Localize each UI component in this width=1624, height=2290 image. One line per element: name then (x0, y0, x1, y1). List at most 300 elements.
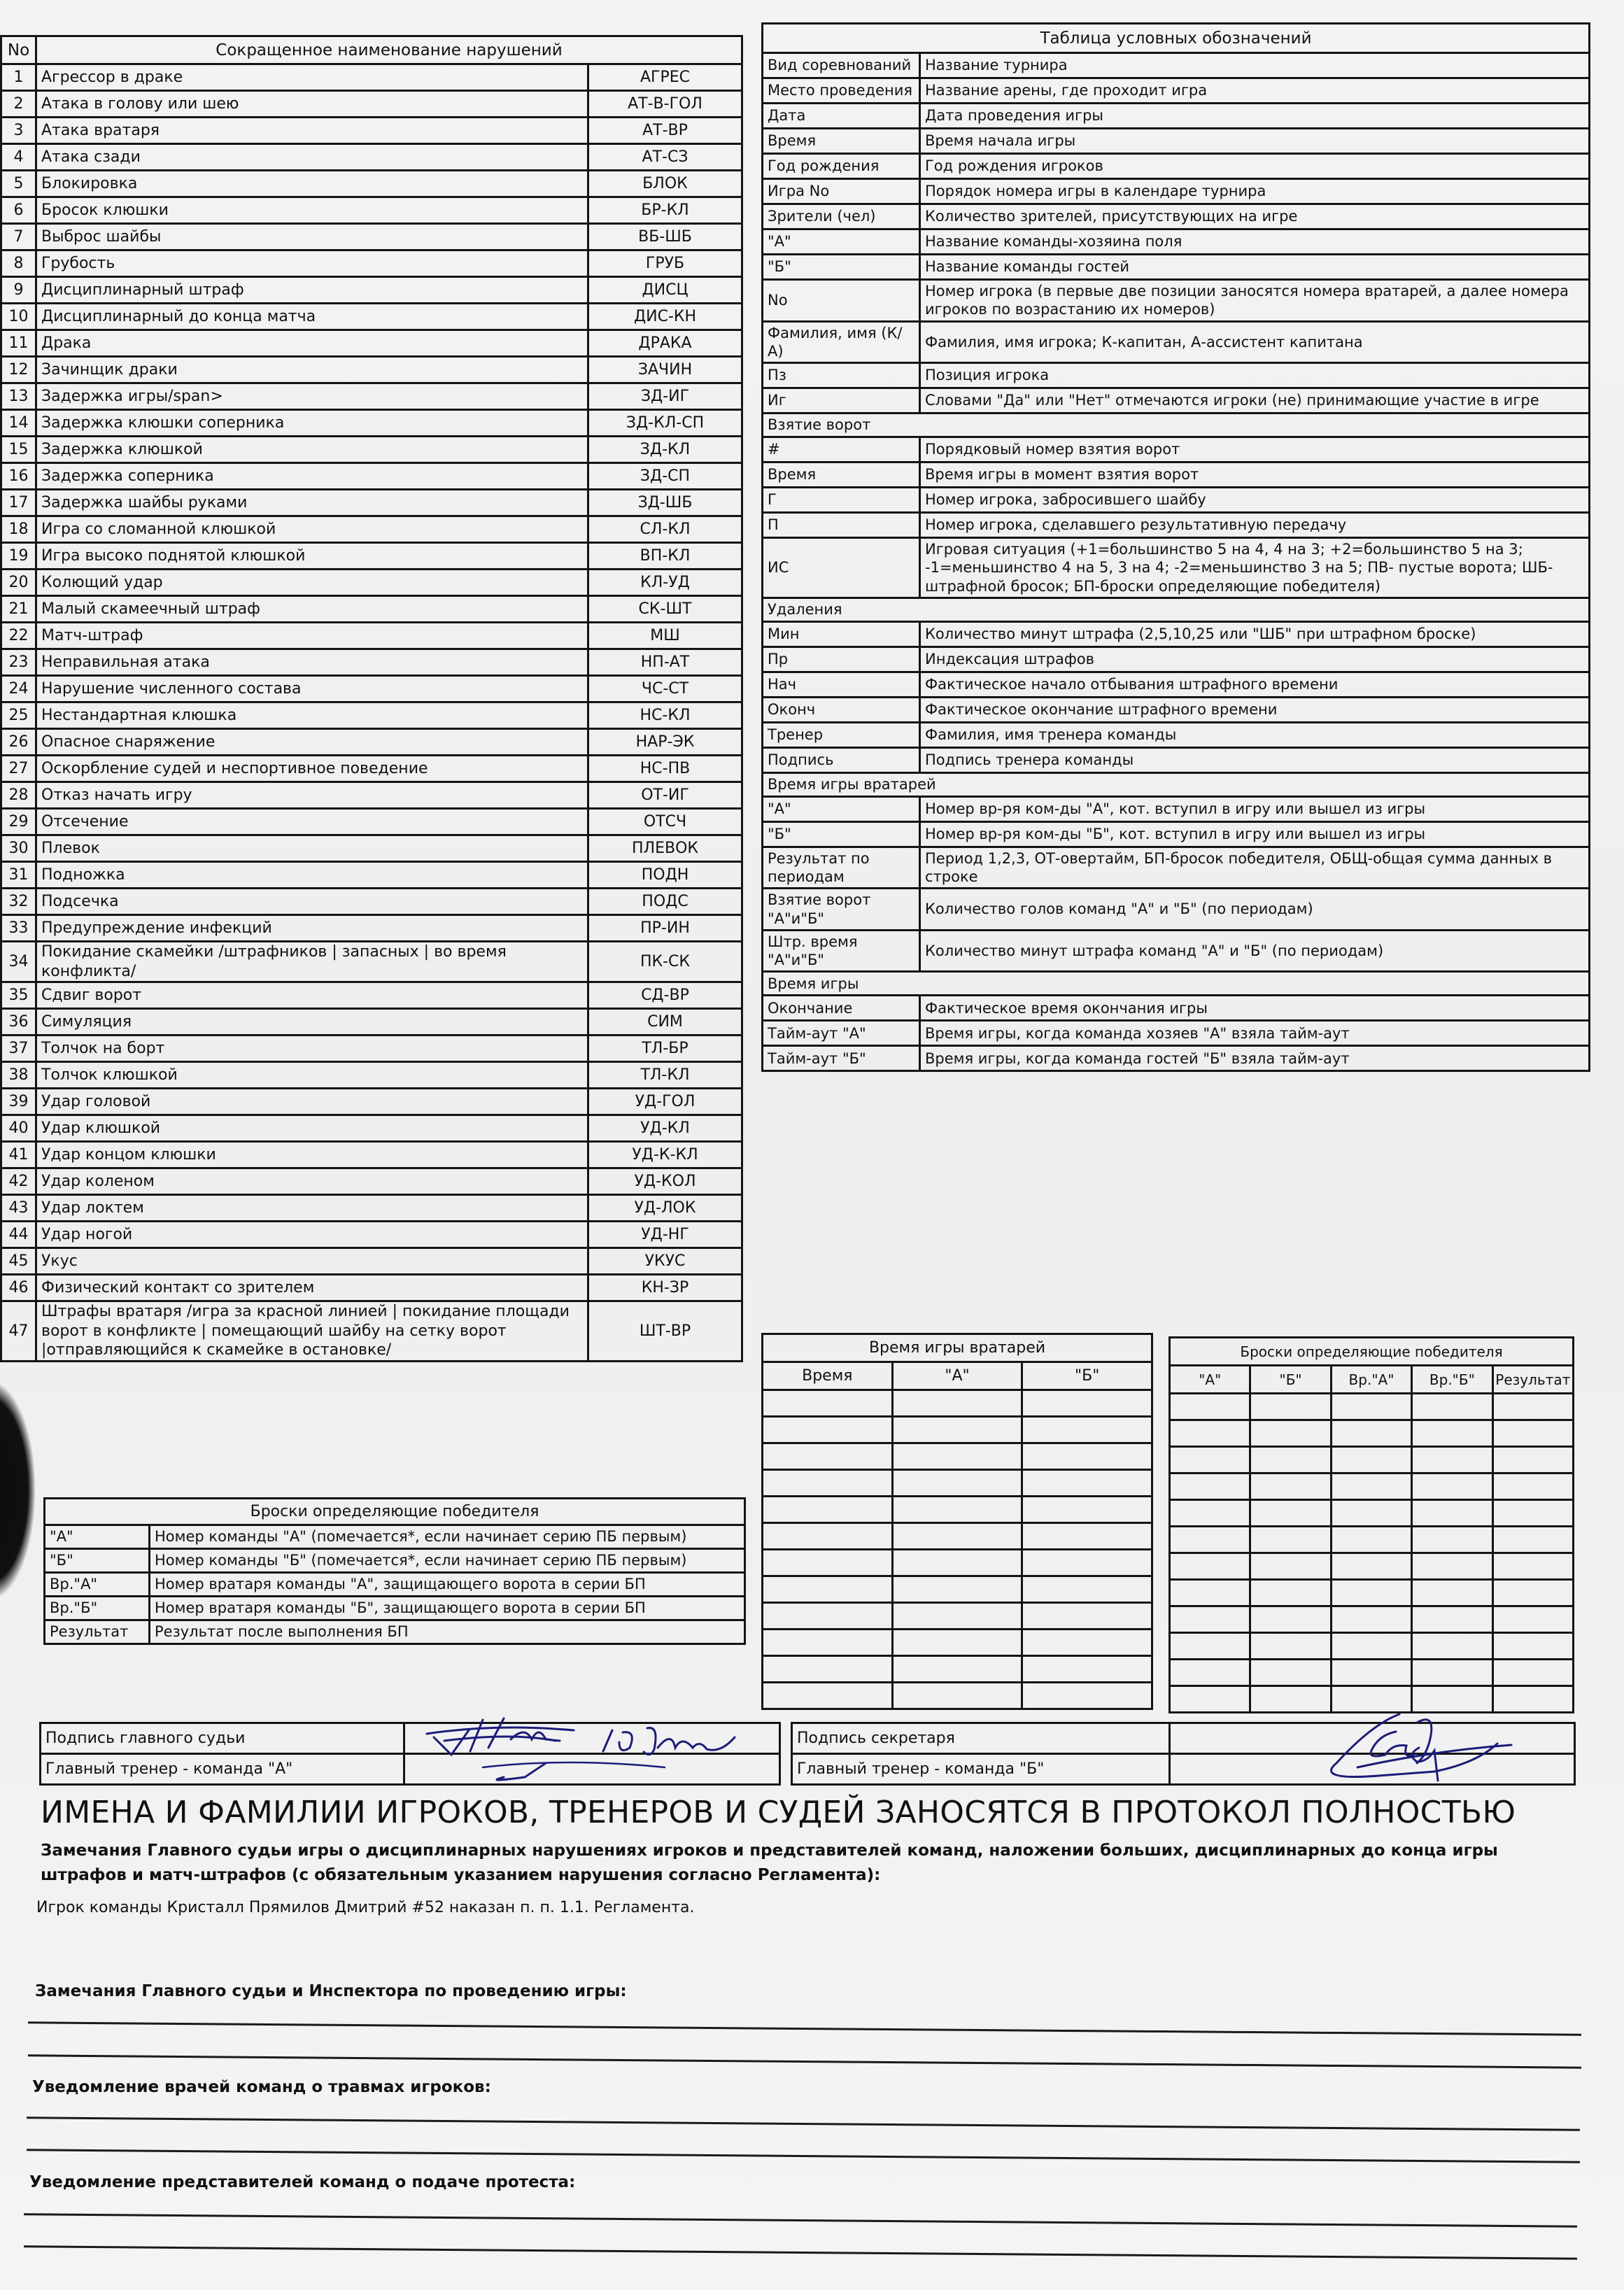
violation-abbr: СК-ШТ (588, 596, 742, 623)
violation-number: 37 (1, 1036, 36, 1062)
legend-key: Результат по периодам (763, 847, 920, 889)
violation-number: 8 (1, 250, 36, 277)
violation-number: 1 (1, 64, 36, 91)
legend-row (763, 437, 1590, 462)
legend-key: "А" (763, 796, 920, 821)
goalie-time-cell[interactable] (892, 1443, 1022, 1470)
shootout-column-header: Вр."Б" (1412, 1366, 1492, 1394)
legend-row (763, 747, 1590, 772)
legend-key: Зрители (чел) (763, 204, 920, 229)
shootout-cell[interactable] (1170, 1473, 1250, 1500)
legend-section-row (763, 772, 1590, 796)
legend-key: Тренер (763, 722, 920, 747)
shootout-legend-key: "А" (45, 1525, 150, 1549)
shootout-cell[interactable] (1331, 1580, 1411, 1606)
violation-number: 27 (1, 756, 36, 782)
shootout-cell[interactable] (1492, 1447, 1573, 1473)
goalie-time-cell[interactable] (1022, 1470, 1152, 1497)
legend-value: Позиция игрока (920, 363, 1590, 388)
shootout-cell[interactable] (1250, 1394, 1331, 1420)
violation-row (1, 649, 742, 676)
legend-title: Таблица условных обозначений (763, 24, 1590, 53)
legend-section-row (763, 972, 1590, 996)
goalie-time-cell[interactable] (1022, 1497, 1152, 1523)
goalie-time-cell[interactable] (763, 1576, 893, 1603)
violation-row (1, 809, 742, 835)
goalie-time-cell[interactable] (892, 1497, 1022, 1523)
shootout-cell[interactable] (1250, 1580, 1331, 1606)
shootout-cell[interactable] (1331, 1553, 1411, 1580)
shootout-cell[interactable] (1331, 1686, 1411, 1713)
shootout-cell[interactable] (1412, 1606, 1492, 1633)
shootout-cell[interactable] (1170, 1660, 1250, 1686)
violation-name: Атака в голову или шею (36, 91, 588, 118)
goalie-time-row (763, 1390, 1152, 1417)
shootout-cell[interactable] (1170, 1447, 1250, 1473)
legend-body (763, 53, 1590, 1071)
goalie-time-cell[interactable] (763, 1443, 893, 1470)
inspector-remarks-line-2[interactable] (28, 2054, 1581, 2068)
violation-name: Удар клюшкой (36, 1115, 588, 1142)
violation-row (1, 1275, 742, 1301)
violation-row (1, 1195, 742, 1222)
shootout-title: Броски определяющие победителя (1170, 1338, 1574, 1366)
goalie-time-cell[interactable] (1022, 1683, 1152, 1709)
legend-value: Время игры в момент взятия ворот (920, 462, 1590, 488)
goalie-time-row (763, 1523, 1152, 1550)
injuries-line-1[interactable] (27, 2116, 1580, 2130)
goalie-time-cell[interactable] (1022, 1603, 1152, 1630)
violation-row (1, 1115, 742, 1142)
shootout-row (1170, 1633, 1574, 1660)
violation-row (1, 490, 742, 516)
shootout-legend-value: Номер вратаря команды "А", защищающего ворота в серии БП (150, 1573, 745, 1597)
legend-key: Вид соревнований (763, 53, 920, 78)
shootout-cell[interactable] (1170, 1633, 1250, 1660)
violation-number: 38 (1, 1062, 36, 1089)
shootout-cell[interactable] (1250, 1447, 1331, 1473)
violation-number: 34 (1, 942, 36, 982)
goalie-time-cell[interactable] (763, 1390, 893, 1417)
legend-key: Иг (763, 388, 920, 414)
legend-key: Оконч (763, 697, 920, 722)
shootout-cell[interactable] (1250, 1660, 1331, 1686)
violation-abbr: ЗД-КЛ-СП (588, 410, 742, 437)
violation-abbr: ВБ-ШБ (588, 224, 742, 250)
shootout-cell[interactable] (1412, 1580, 1492, 1606)
shootout-cell[interactable] (1331, 1447, 1411, 1473)
violation-row (1, 118, 742, 144)
violation-abbr: ПЛЕВОК (588, 835, 742, 862)
violation-abbr: ДИСЦ (588, 277, 742, 304)
legend-row (763, 488, 1590, 513)
shootout-cell[interactable] (1492, 1553, 1573, 1580)
inspector-remarks-line-1[interactable] (28, 2021, 1581, 2035)
violation-name: Удар коленом (36, 1168, 588, 1195)
violation-row (1, 463, 742, 490)
shootout-cell[interactable] (1331, 1527, 1411, 1553)
goalie-time-table (761, 1333, 1153, 1710)
legend-row (763, 280, 1590, 322)
legend-key: Дата (763, 104, 920, 129)
violation-name: Удар концом клюшки (36, 1142, 588, 1168)
shootout-cell[interactable] (1492, 1633, 1573, 1660)
shootout-column-header: "А" (1170, 1366, 1250, 1394)
violation-row (1, 676, 742, 702)
legend-key: Год рождения (763, 154, 920, 179)
violation-name: Симуляция (36, 1009, 588, 1036)
violation-abbr: СЛ-КЛ (588, 516, 742, 543)
legend-value: Количество голов команд "А" и "Б" (по периодам) (920, 889, 1590, 931)
goalie-time-cell[interactable] (1022, 1630, 1152, 1656)
goalie-time-cell[interactable] (763, 1417, 893, 1443)
shootout-cell[interactable] (1250, 1553, 1331, 1580)
legend-row (763, 538, 1590, 598)
violation-number: 32 (1, 889, 36, 915)
shootout-cell[interactable] (1331, 1633, 1411, 1660)
legend-key: "А" (763, 229, 920, 255)
violation-abbr: НП-АТ (588, 649, 742, 676)
legend-row (763, 129, 1590, 154)
violation-number: 19 (1, 543, 36, 570)
violation-name: Задержка клюшки соперника (36, 410, 588, 437)
violation-abbr: ДРАКА (588, 330, 742, 357)
violation-abbr: ПОДН (588, 862, 742, 889)
shootout-cell[interactable] (1492, 1394, 1573, 1420)
legend-key: Игра No (763, 179, 920, 204)
head-referee-signature-field[interactable] (404, 1723, 780, 1754)
shootout-cell[interactable] (1492, 1606, 1573, 1633)
shootout-cell[interactable] (1412, 1527, 1492, 1553)
disciplinary-remarks-text[interactable]: Игрок команды Кристалл Прямилов Дмитрий #52 наказан п. п. 1.1. Регламента. (36, 1899, 695, 1916)
protest-heading: Уведомление представителей команд о подаче протеста: (29, 2173, 576, 2191)
violation-name: Удар локтем (36, 1195, 588, 1222)
legend-key: Подпись (763, 747, 920, 772)
violation-number: 24 (1, 676, 36, 702)
violation-abbr: ЗД-ИГ (588, 383, 742, 410)
shootout-row (1170, 1660, 1574, 1686)
goalie-time-cell[interactable] (763, 1523, 893, 1550)
shootout-cell[interactable] (1331, 1420, 1411, 1447)
shootout-row (1170, 1473, 1574, 1500)
injuries-line-2[interactable] (27, 2149, 1580, 2163)
violation-number: 10 (1, 304, 36, 330)
legend-section-title: Удаления (763, 598, 1590, 621)
shootout-cell[interactable] (1250, 1686, 1331, 1713)
protest-line-2[interactable] (24, 2245, 1577, 2259)
violation-number: 31 (1, 862, 36, 889)
secretary-signature-field[interactable] (1170, 1723, 1575, 1754)
shootout-cell[interactable] (1492, 1500, 1573, 1527)
goalie-time-row (763, 1443, 1152, 1470)
violation-number: 25 (1, 702, 36, 729)
shootout-cell[interactable] (1492, 1473, 1573, 1500)
legend-value: Дата проведения игры (920, 104, 1590, 129)
goalie-time-cell[interactable] (763, 1550, 893, 1576)
violation-row (1, 1036, 742, 1062)
goalie-time-cell[interactable] (763, 1497, 893, 1523)
shootout-legend-key: Вр."Б" (45, 1597, 150, 1620)
shootout-cell[interactable] (1412, 1553, 1492, 1580)
violation-row (1, 224, 742, 250)
violation-number: 45 (1, 1248, 36, 1275)
violations-header-title: Сокращенное наименование нарушений (36, 36, 742, 64)
violation-abbr: ШТ-ВР (588, 1301, 742, 1362)
legend-key: No (763, 280, 920, 322)
violation-number: 14 (1, 410, 36, 437)
legend-row (763, 78, 1590, 104)
goalie-time-row (763, 1656, 1152, 1683)
shootout-cell[interactable] (1250, 1527, 1331, 1553)
violation-number: 23 (1, 649, 36, 676)
goalie-time-cell[interactable] (763, 1656, 893, 1683)
goalie-time-cell[interactable] (1022, 1443, 1152, 1470)
shootout-legend-row (45, 1525, 745, 1549)
goalie-time-cell[interactable] (892, 1390, 1022, 1417)
shootout-table (1168, 1336, 1574, 1713)
violation-abbr: ОТСЧ (588, 809, 742, 835)
violation-abbr: БР-КЛ (588, 197, 742, 224)
violation-number: 15 (1, 437, 36, 463)
goalie-time-cell[interactable] (892, 1417, 1022, 1443)
shootout-cell[interactable] (1250, 1633, 1331, 1660)
violation-name: Укус (36, 1248, 588, 1275)
shootout-row (1170, 1447, 1574, 1473)
goalie-time-cell[interactable] (763, 1470, 893, 1497)
shootout-cell[interactable] (1492, 1527, 1573, 1553)
violation-row (1, 144, 742, 171)
violation-number: 17 (1, 490, 36, 516)
violation-number: 33 (1, 915, 36, 942)
violation-name: Грубость (36, 250, 588, 277)
violation-name: Предупреждение инфекций (36, 915, 588, 942)
shootout-cell[interactable] (1331, 1500, 1411, 1527)
legend-row (763, 621, 1590, 646)
violation-name: Удар ногой (36, 1222, 588, 1248)
violation-name: Физический контакт со зрителем (36, 1275, 588, 1301)
shootout-cell[interactable] (1412, 1420, 1492, 1447)
goalie-time-cell[interactable] (1022, 1523, 1152, 1550)
violation-abbr: КЛ-УД (588, 570, 742, 596)
violation-row (1, 410, 742, 437)
violation-abbr: УД-ЛОК (588, 1195, 742, 1222)
goalie-time-cell[interactable] (892, 1550, 1022, 1576)
legend-row (763, 821, 1590, 847)
shootout-row (1170, 1527, 1574, 1553)
goalie-time-cell[interactable] (892, 1470, 1022, 1497)
violation-abbr: АТ-В-ГОЛ (588, 91, 742, 118)
goalie-time-cell[interactable] (1022, 1576, 1152, 1603)
shootout-legend-row (45, 1573, 745, 1597)
goalie-time-cell[interactable] (892, 1603, 1022, 1630)
legend-row (763, 388, 1590, 414)
shootout-cell[interactable] (1412, 1500, 1492, 1527)
coach-b-signature-field[interactable] (1170, 1754, 1575, 1785)
goalie-time-cell[interactable] (892, 1630, 1022, 1656)
violation-number: 35 (1, 982, 36, 1009)
violation-abbr: НАР-ЭК (588, 729, 742, 756)
violation-abbr: ГРУБ (588, 250, 742, 277)
shootout-cell[interactable] (1170, 1500, 1250, 1527)
legend-key: Время (763, 129, 920, 154)
goalie-time-row (763, 1630, 1152, 1656)
legend-value: Фактическое окончание штрафного времени (920, 697, 1590, 722)
shootout-cell[interactable] (1412, 1473, 1492, 1500)
violation-number: 13 (1, 383, 36, 410)
violation-number: 20 (1, 570, 36, 596)
legend-row (763, 154, 1590, 179)
violation-number: 41 (1, 1142, 36, 1168)
violation-abbr: КН-ЗР (588, 1275, 742, 1301)
shootout-cell[interactable] (1492, 1580, 1573, 1606)
legend-row (763, 255, 1590, 280)
violation-row (1, 623, 742, 649)
names-banner: ИМЕНА И ФАМИЛИИ ИГРОКОВ, ТРЕНЕРОВ И СУДЕЙ ЗАНОСЯТСЯ В ПРОТОКОЛ ПОЛНОСТЬЮ (41, 1795, 1516, 1830)
legend-value: Количество зрителей, присутствующих на игре (920, 204, 1590, 229)
goalie-time-cell[interactable] (1022, 1550, 1152, 1576)
goalie-time-title: Время игры вратарей (763, 1334, 1152, 1362)
shootout-legend-key: Вр."А" (45, 1573, 150, 1597)
shootout-cell[interactable] (1170, 1606, 1250, 1633)
shootout-cell[interactable] (1331, 1394, 1411, 1420)
shootout-cell[interactable] (1170, 1420, 1250, 1447)
violation-row (1, 915, 742, 942)
violation-abbr: НС-КЛ (588, 702, 742, 729)
legend-value: Номер игрока, забросившего шайбу (920, 488, 1590, 513)
goalie-time-row (763, 1603, 1152, 1630)
goalie-time-cell[interactable] (763, 1683, 893, 1709)
violation-name: Игра высоко поднятой клюшкой (36, 543, 588, 570)
violation-abbr: ПОДС (588, 889, 742, 915)
shootout-cell[interactable] (1412, 1447, 1492, 1473)
goalie-time-row (763, 1497, 1152, 1523)
legend-row (763, 722, 1590, 747)
violation-abbr: АТ-ВР (588, 118, 742, 144)
legend-row (763, 996, 1590, 1021)
violation-abbr: ВП-КЛ (588, 543, 742, 570)
goalie-time-cell[interactable] (892, 1523, 1022, 1550)
violation-name: Матч-штраф (36, 623, 588, 649)
legend-key: Место проведения (763, 78, 920, 104)
goalie-time-cell[interactable] (892, 1683, 1022, 1709)
legend-value: Словами "Да" или "Нет" отмечаются игроки (не) принимающие участие в игре (920, 388, 1590, 414)
shootout-cell[interactable] (1170, 1686, 1250, 1713)
violation-name: Малый скамеечный штраф (36, 596, 588, 623)
violation-row (1, 543, 742, 570)
protest-line-1[interactable] (24, 2213, 1577, 2227)
shootout-cell[interactable] (1250, 1606, 1331, 1633)
shootout-cell[interactable] (1412, 1660, 1492, 1686)
violation-row (1, 942, 742, 982)
shootout-cell[interactable] (1250, 1420, 1331, 1447)
legend-value: Номер вр-ря ком-ды "А", кот. вступил в игру или вышел из игры (920, 796, 1590, 821)
legend-value: Фамилия, имя тренера команды (920, 722, 1590, 747)
violation-row (1, 1222, 742, 1248)
shootout-cell[interactable] (1492, 1660, 1573, 1686)
shootout-cell[interactable] (1170, 1394, 1250, 1420)
violation-abbr: СИМ (588, 1009, 742, 1036)
shootout-cell[interactable] (1412, 1686, 1492, 1713)
legend-row (763, 462, 1590, 488)
legend-value: Время начала игры (920, 129, 1590, 154)
violation-number: 39 (1, 1089, 36, 1115)
goalie-time-cell[interactable] (892, 1576, 1022, 1603)
shootout-cell[interactable] (1170, 1527, 1250, 1553)
legend-section-title: Взятие ворот (763, 414, 1590, 437)
violation-number: 5 (1, 171, 36, 197)
shootout-cell[interactable] (1331, 1660, 1411, 1686)
violation-name: Нестандартная клюшка (36, 702, 588, 729)
goalie-time-column-header: Время (763, 1362, 893, 1390)
violation-name: Толчок клюшкой (36, 1062, 588, 1089)
violation-row (1, 304, 742, 330)
shootout-cell[interactable] (1492, 1686, 1573, 1713)
legend-key: # (763, 437, 920, 462)
legend-value: Название арены, где проходит игра (920, 78, 1590, 104)
violation-number: 2 (1, 91, 36, 118)
shootout-cell[interactable] (1331, 1606, 1411, 1633)
violation-row (1, 702, 742, 729)
shootout-cell[interactable] (1250, 1500, 1331, 1527)
shootout-cell[interactable] (1412, 1394, 1492, 1420)
violation-number: 47 (1, 1301, 36, 1362)
violation-name: Толчок на борт (36, 1036, 588, 1062)
goalie-time-cell[interactable] (763, 1630, 893, 1656)
violation-name: Задержка соперника (36, 463, 588, 490)
violation-row (1, 1089, 742, 1115)
legend-value: Порядок номера игры в календаре турнира (920, 179, 1590, 204)
shootout-column-header: Вр."А" (1331, 1366, 1411, 1394)
goalie-time-cell[interactable] (763, 1603, 893, 1630)
shootout-cell[interactable] (1250, 1473, 1331, 1500)
legend-key: Окончание (763, 996, 920, 1021)
violation-abbr: УД-НГ (588, 1222, 742, 1248)
violation-name: Удар головой (36, 1089, 588, 1115)
violation-abbr: ДИС-КН (588, 304, 742, 330)
legend-value: Номер игрока, сделавшего результативную передачу (920, 513, 1590, 538)
coach-a-label: Главный тренер - команда "А" (41, 1754, 404, 1785)
legend-key: Тайм-аут "Б" (763, 1046, 920, 1071)
shootout-cell[interactable] (1170, 1580, 1250, 1606)
legend-key: Мин (763, 621, 920, 646)
goalie-time-cell[interactable] (1022, 1417, 1152, 1443)
violation-name: Оскорбление судей и неспортивное поведение (36, 756, 588, 782)
goalie-time-cell[interactable] (892, 1656, 1022, 1683)
coach-b-label: Главный тренер - команда "Б" (792, 1754, 1170, 1785)
shootout-cell[interactable] (1412, 1633, 1492, 1660)
violation-number: 11 (1, 330, 36, 357)
shootout-cell[interactable] (1492, 1420, 1573, 1447)
dark-object-left-edge (0, 1382, 35, 1599)
shootout-legend-table (43, 1497, 746, 1645)
goalie-time-cell[interactable] (1022, 1390, 1152, 1417)
shootout-legend-key: Результат (45, 1620, 150, 1644)
violation-abbr: СД-ВР (588, 982, 742, 1009)
legend-row (763, 1021, 1590, 1046)
legend-row (763, 229, 1590, 255)
legend-value: Количество минут штрафа (2,5,10,25 или "ШБ" при штрафном броске) (920, 621, 1590, 646)
legend-section-title: Время игры (763, 972, 1590, 996)
legend-key: Пр (763, 646, 920, 672)
shootout-cell[interactable] (1170, 1553, 1250, 1580)
violation-name: Игра со сломанной клюшкой (36, 516, 588, 543)
goalie-time-cell[interactable] (1022, 1656, 1152, 1683)
shootout-cell[interactable] (1331, 1473, 1411, 1500)
coach-a-signature-field[interactable] (404, 1754, 780, 1785)
legend-key: П (763, 513, 920, 538)
violation-number: 3 (1, 118, 36, 144)
violation-row (1, 1168, 742, 1195)
